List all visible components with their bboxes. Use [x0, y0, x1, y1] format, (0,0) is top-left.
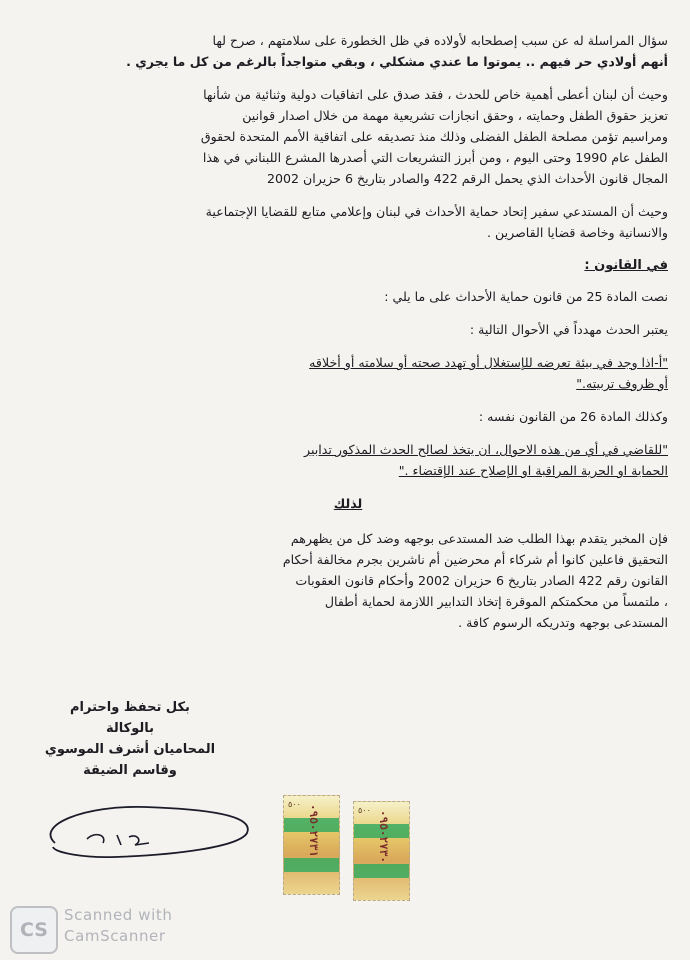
text-line: أنهم أولادي حر فيهم .. يموتوا ما عندي مشكلي ، وبقي متواجداً بالرغم من كل ما يجري .	[126, 54, 668, 69]
text-line: التحقيق فاعلين كانوا أم شركاء أم محرضين أم ناشرين بجرم مخالفة أحكام	[282, 552, 668, 567]
proxy-line: بالوكالة	[105, 721, 154, 736]
text-line: فإن المخبر يتقدم بهذا الطلب ضد المستدعى بوجهه وضد كل من يظهرهم	[290, 531, 668, 546]
quote-line: أو ظروف تربيته."	[576, 376, 668, 391]
text-line: ومراسيم تؤمن مصلحة الطفل الفضلى وذلك منذ تصديقه على اتفاقية الأمم المتحدة لحقوق	[200, 129, 668, 144]
stamp-number: ٠٩٥٠٢٧٣١	[307, 804, 320, 857]
watermark-line-2: CamScanner	[64, 927, 166, 945]
quote-article-26	[28, 439, 668, 481]
text-line: سؤال المراسلة له عن سبب إصطحابه لأولاده في ظل الخطورة على سلامتهم ، صرح لها	[212, 33, 668, 48]
text-line: وحيث أن المستدعي سفير إتحاد حماية الأحداث في لبنان وإعلامي متابع للقضايا الإجتماعية	[205, 204, 668, 219]
lawyers-line: المحاميان أشرف الموسوي	[44, 742, 216, 757]
quote-line: "أ-اذا وجد في بيئة تعرضه للإستغلال أو تهدد صحته أو سلامته أو أخلاقه	[309, 355, 668, 370]
text-line: المستدعى بوجهه وتدريكه الرسوم كافة .	[458, 615, 668, 630]
quote-line: "للقاضي في أي من هذه الاحوال، ان يتخذ لصالح الحدث المذكور تدابير	[304, 442, 668, 457]
handwritten-signature	[25, 785, 265, 875]
paragraph-2	[28, 84, 668, 189]
text-line: ، ملتمساً من محكمتكم الموقرة إتخاذ التدابير اللازمة لحماية أطفال	[324, 594, 668, 609]
article-26-intro: وكذلك المادة 26 من القانون نفسه :	[478, 409, 668, 424]
law-heading: في القانون :	[584, 258, 668, 273]
therefore-heading: لذلك	[333, 496, 363, 511]
camscanner-logo-icon: CS	[10, 906, 58, 954]
stamp-number: ٠٩٥٠٢٧٣٠	[377, 810, 390, 863]
quote-article-25	[28, 352, 668, 394]
text-line: تعزيز حقوق الطفل وحمايته ، وحقق انجازات تشريعية مهمة من خلال اصدار قوانين	[242, 108, 668, 123]
closing-line: بكل تحفظ واحترام	[70, 700, 190, 715]
article-25-sub: يعتبر الحدث مهدداً في الأحوال التالية :	[469, 322, 668, 337]
text-line: والانسانية وخاصة قضايا القاصرين .	[487, 225, 668, 240]
paragraph-1	[28, 30, 668, 72]
paragraph-3	[28, 201, 668, 243]
request-paragraph	[28, 528, 668, 633]
text-line: المجال قانون الأحداث الذي يحمل الرقم 422 والصادر بتاريخ 6 حزيران 2002	[266, 171, 668, 186]
scanner-watermark	[64, 905, 204, 947]
document-body	[28, 30, 668, 645]
fiscal-stamp	[283, 795, 340, 895]
watermark-line-1: Scanned with	[64, 906, 173, 924]
text-line: الطفل عام 1990 وحتى اليوم ، ومن أبرز التشريعات التي أصدرها المشرع اللبناني في هذا	[202, 150, 668, 165]
signature-block	[25, 697, 235, 781]
fiscal-stamp	[353, 801, 410, 901]
stamp-denomination: ٥٠٠	[358, 806, 371, 815]
text-line: القانون رقم 422 الصادر بتاريخ 6 حزيران 2002 وأحكام قانون العقوبات	[295, 573, 668, 588]
lawyer-2-line: وقاسم الضيقة	[83, 763, 177, 778]
text-line: وحيث أن لبنان أعطى أهمية خاص للحدث ، فقد صدق على اتفاقيات دولية وثنائية من شأنها	[203, 87, 668, 102]
article-25-intro: نصت المادة 25 من قانون حماية الأحداث على ما يلي :	[384, 289, 668, 304]
quote-line: الحماية او الحرية المراقبة او الإصلاح عند الإقتضاء ."	[398, 463, 668, 478]
stamp-denomination: ٥٠٠	[288, 800, 301, 809]
